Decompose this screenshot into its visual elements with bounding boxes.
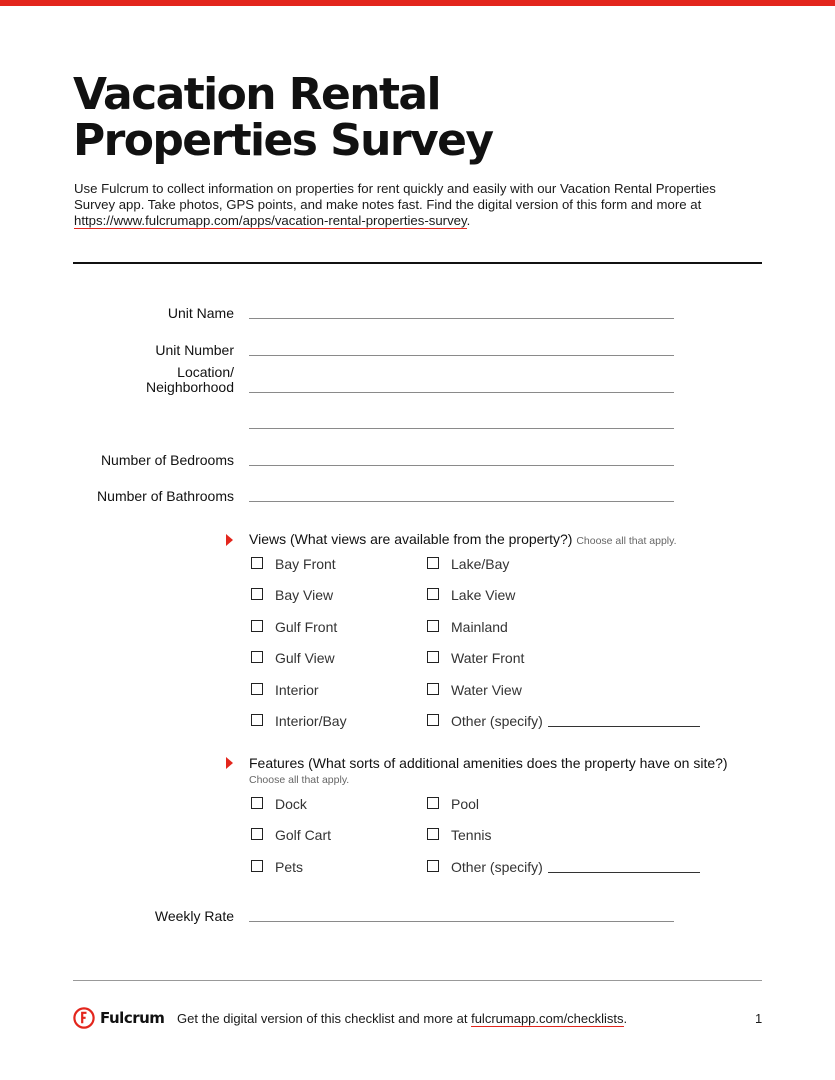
checkbox-features-other[interactable] (427, 860, 439, 872)
option-pool: Pool (451, 796, 480, 812)
features-question (249, 756, 729, 788)
checkbox-bay-front[interactable] (251, 557, 263, 569)
features-marker-icon (226, 757, 233, 769)
option-views-other: Other (specify) (451, 713, 543, 729)
option-gulf-front: Gulf Front (275, 619, 338, 635)
views-question (249, 532, 729, 549)
views-question-text: Views (What views are available from the property?) (249, 531, 573, 547)
checkbox-dock[interactable] (251, 797, 263, 809)
checkbox-golf-cart[interactable] (251, 828, 263, 840)
title-line-2: Properties Survey (73, 115, 493, 166)
option-pets: Pets (275, 859, 304, 875)
bathrooms-label: Number of Bathrooms (97, 488, 234, 504)
checkbox-lake-view[interactable] (427, 588, 439, 600)
location-field-line-2[interactable] (249, 428, 674, 429)
bathrooms-field[interactable] (249, 501, 674, 502)
option-interior: Interior (275, 682, 319, 698)
checkbox-lake-bay[interactable] (427, 557, 439, 569)
checkbox-pets[interactable] (251, 860, 263, 872)
footer-text (177, 1011, 627, 1027)
weekly-rate-field[interactable] (249, 921, 674, 922)
bedrooms-field[interactable] (249, 465, 674, 466)
option-bay-front: Bay Front (275, 556, 336, 572)
location-label-line-1: Location/ (177, 364, 234, 380)
intro-end: . (466, 213, 471, 228)
intro-paragraph (74, 181, 734, 229)
footer-text-main: Get the digital version of this checklist and more at (177, 1011, 472, 1026)
footer-divider (73, 980, 762, 981)
bedrooms-label: Number of Bedrooms (100, 452, 234, 468)
intro-text: Use Fulcrum to collect information on properties for rent quickly and easily with our Vacation Rental Properties Survey app. Take photos, GPS points, and make notes fast. Find the digital version of this form and more at (74, 181, 716, 212)
checkbox-water-view[interactable] (427, 683, 439, 695)
option-features-other: Other (specify) (451, 859, 543, 875)
option-dock: Dock (275, 796, 307, 812)
option-golf-cart: Golf Cart (275, 827, 332, 843)
fulcrum-logo-icon (73, 1007, 95, 1029)
top-accent-bar (0, 0, 835, 6)
checkbox-water-front[interactable] (427, 651, 439, 663)
features-other-specify-field[interactable] (548, 872, 700, 873)
weekly-rate-label: Weekly Rate (154, 908, 234, 924)
checkbox-mainland[interactable] (427, 620, 439, 632)
option-water-view: Water View (451, 682, 522, 698)
header-divider (73, 262, 762, 264)
intro-link[interactable]: https://www.fulcrumapp.com/apps/vacation-rental-properties-survey (74, 213, 467, 228)
unit-number-field[interactable] (249, 355, 674, 356)
views-other-specify-field[interactable] (548, 726, 700, 727)
features-question-text: Features (What sorts of additional amenities does the property have on site?) (249, 755, 728, 771)
logo-text: Fulcrum (100, 1009, 165, 1027)
checkbox-tennis[interactable] (427, 828, 439, 840)
footer-text-end: . (623, 1011, 628, 1026)
option-gulf-view: Gulf View (275, 650, 335, 666)
location-field-line-1[interactable] (249, 392, 674, 393)
views-marker-icon (226, 534, 233, 546)
checkbox-views-other[interactable] (427, 714, 439, 726)
option-bay-view: Bay View (275, 587, 334, 603)
title-line-1: Vacation Rental (73, 69, 440, 120)
checkbox-interior-bay[interactable] (251, 714, 263, 726)
unit-number-label: Unit Number (155, 342, 234, 358)
option-water-front: Water Front (451, 650, 525, 666)
page-title (73, 69, 723, 166)
page-number: 1 (755, 1011, 763, 1026)
footer-link[interactable]: fulcrumapp.com/checklists (471, 1011, 624, 1026)
checkbox-bay-view[interactable] (251, 588, 263, 600)
unit-name-field[interactable] (249, 318, 674, 319)
checkbox-interior[interactable] (251, 683, 263, 695)
location-label (146, 365, 234, 395)
option-lake-view: Lake View (451, 587, 516, 603)
fulcrum-logo (73, 1007, 164, 1029)
option-lake-bay: Lake/Bay (451, 556, 510, 572)
checkbox-gulf-front[interactable] (251, 620, 263, 632)
views-hint: Choose all that apply. (576, 535, 677, 547)
location-label-line-2: Neighborhood (146, 379, 234, 395)
unit-name-label: Unit Name (167, 305, 234, 321)
checkbox-pool[interactable] (427, 797, 439, 809)
features-hint: Choose all that apply. (249, 774, 350, 786)
checkbox-gulf-view[interactable] (251, 651, 263, 663)
option-tennis: Tennis (451, 827, 492, 843)
option-mainland: Mainland (451, 619, 508, 635)
option-interior-bay: Interior/Bay (275, 713, 347, 729)
